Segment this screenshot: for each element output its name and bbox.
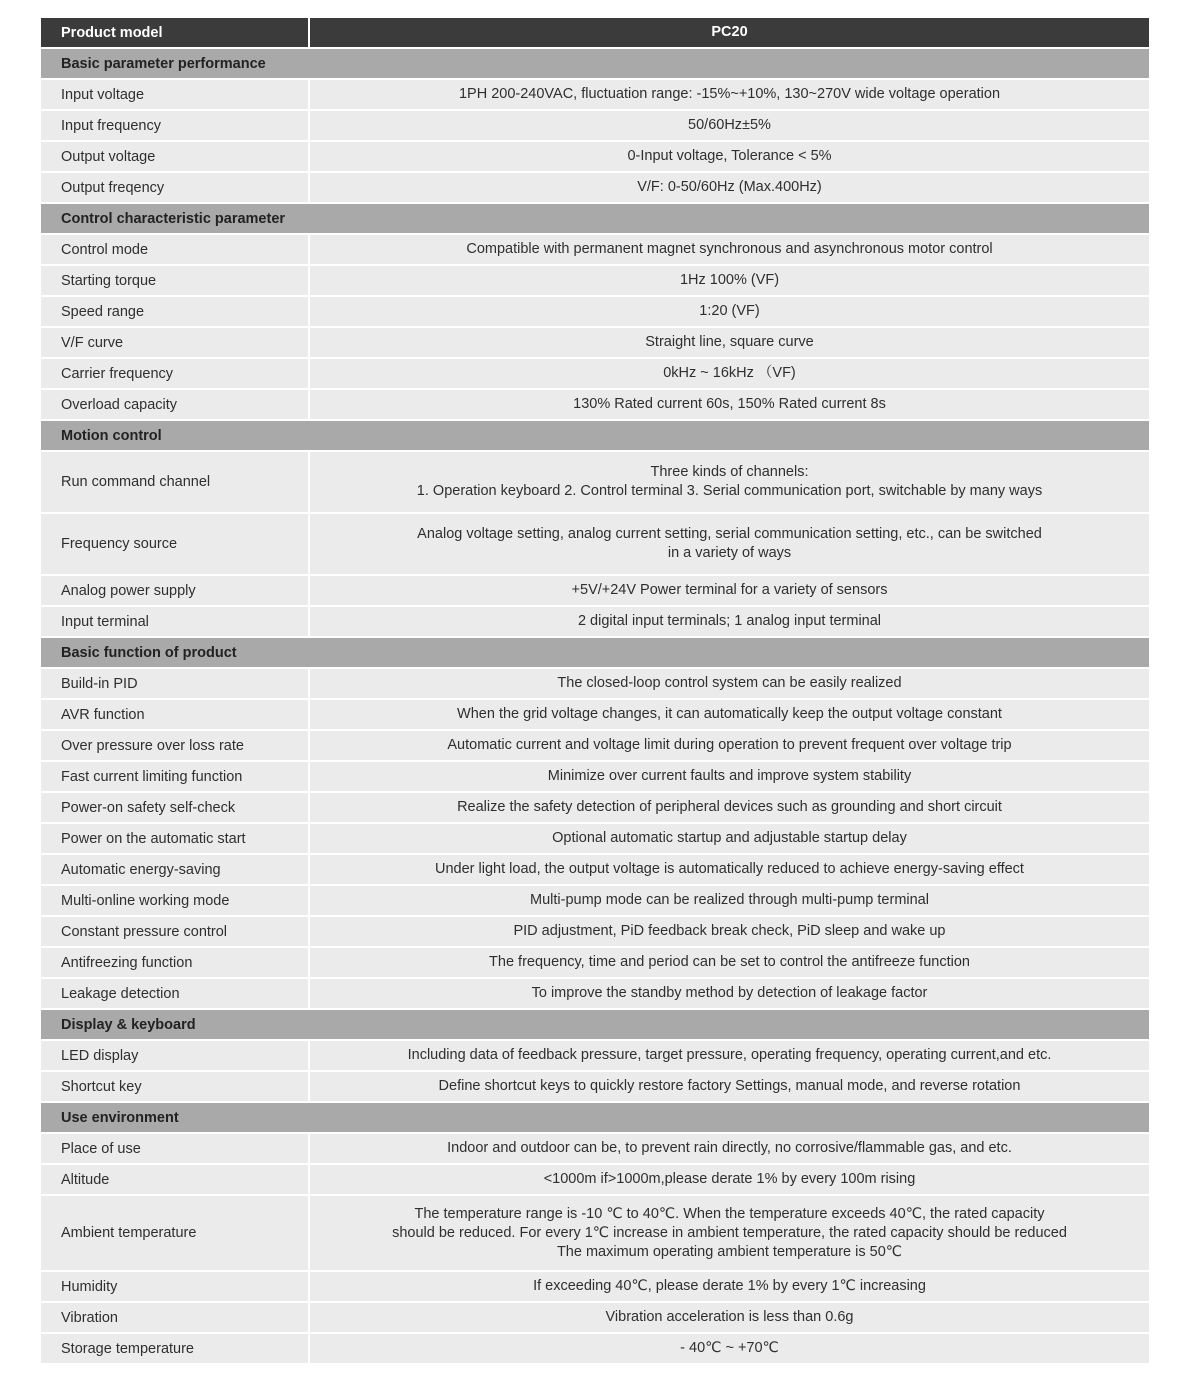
spec-value: Under light load, the output voltage is automatically reduced to achieve energy-saving effect (308, 855, 1149, 884)
spec-value: 2 digital input terminals; 1 analog input terminal (308, 607, 1149, 636)
spec-label: Altitude (61, 1171, 110, 1188)
spec-label: Place of use (61, 1140, 141, 1157)
spec-value: 0-Input voltage, Tolerance < 5% (308, 142, 1149, 171)
spec-value: Indoor and outdoor can be, to prevent rain directly, no corrosive/flammable gas, and etc. (308, 1134, 1149, 1163)
spec-label: Analog power supply (61, 582, 196, 599)
spec-value: Optional automatic startup and adjustable startup delay (308, 824, 1149, 853)
spec-value: Three kinds of channels: 1. Operation keyboard 2. Control terminal 3. Serial communication port, switchable by many ways (308, 452, 1149, 512)
spec-row (41, 1165, 1149, 1196)
spec-row (41, 731, 1149, 762)
spec-label: Build-in PID (61, 675, 138, 692)
spec-row (41, 1303, 1149, 1334)
spec-value: <1000m if>1000m,please derate 1% by every 100m rising (308, 1165, 1149, 1194)
section-title: Basic function of product (61, 644, 237, 661)
spec-row (41, 1334, 1149, 1365)
spec-label: Input frequency (61, 117, 161, 134)
spec-label: Overload capacity (61, 396, 178, 413)
spec-row (41, 235, 1149, 266)
spec-value: Realize the safety detection of peripheral devices such as grounding and short circuit (308, 793, 1149, 822)
spec-label: AVR function (61, 706, 145, 723)
spec-label: Output freqency (61, 179, 165, 196)
spec-label: Carrier frequency (61, 365, 174, 382)
spec-row (41, 452, 1149, 514)
spec-row (41, 142, 1149, 173)
section-header-row (41, 421, 1149, 452)
spec-row (41, 855, 1149, 886)
spec-label: Power-on safety self-check (61, 799, 236, 816)
spec-label: Speed range (61, 303, 145, 320)
section-title: Display & keyboard (61, 1016, 196, 1033)
spec-value: Define shortcut keys to quickly restore factory Settings, manual mode, and reverse rotation (308, 1072, 1149, 1101)
spec-label: Automatic energy-saving (61, 861, 221, 878)
spec-label: Frequency source (61, 536, 178, 552)
section-header-row (41, 638, 1149, 669)
spec-label: Humidity (61, 1278, 118, 1295)
spec-value: Minimize over current faults and improve system stability (308, 762, 1149, 791)
spec-label: Power on the automatic start (61, 830, 246, 847)
spec-value: Straight line, square curve (308, 328, 1149, 357)
spec-value: The temperature range is -10 ℃ to 40℃. When the temperature exceeds 40℃, the rated capacity should be reduced. For every 1℃ increase in ambient temperature, the rated capacity should be reduced The maximum operating ambient temperature is 50℃ (308, 1196, 1149, 1270)
spec-row (41, 979, 1149, 1010)
spec-row (41, 1272, 1149, 1303)
spec-label: Starting torque (61, 272, 157, 289)
spec-row (41, 793, 1149, 824)
spec-value: Multi-pump mode can be realized through multi-pump terminal (308, 886, 1149, 915)
spec-value: The closed-loop control system can be easily realized (308, 669, 1149, 698)
spec-label: Antifreezing function (61, 954, 193, 971)
spec-value: Vibration acceleration is less than 0.6g (308, 1303, 1149, 1332)
spec-label: Leakage detection (61, 985, 180, 1002)
spec-row (41, 886, 1149, 917)
spec-value: - 40℃ ~ +70℃ (308, 1334, 1149, 1363)
spec-row (41, 948, 1149, 979)
spec-row (41, 328, 1149, 359)
spec-row (41, 1196, 1149, 1272)
section-header-row (41, 1103, 1149, 1134)
spec-row (41, 266, 1149, 297)
spec-value: The frequency, time and period can be set to control the antifreeze function (308, 948, 1149, 977)
spec-value: Including data of feedback pressure, target pressure, operating frequency, operating current,and etc. (308, 1041, 1149, 1070)
section-header-row (41, 1010, 1149, 1041)
spec-row (41, 111, 1149, 142)
spec-row (41, 514, 1149, 576)
spec-row (41, 80, 1149, 111)
spec-label: Multi-online working mode (61, 892, 230, 909)
spec-row (41, 1041, 1149, 1072)
spec-label: Vibration (61, 1309, 118, 1326)
spec-label: Ambient temperature (61, 1225, 197, 1241)
section-header-row (41, 49, 1149, 80)
spec-value: When the grid voltage changes, it can automatically keep the output voltage constant (308, 700, 1149, 729)
spec-table (41, 18, 1149, 1365)
spec-label: Input terminal (61, 613, 149, 630)
spec-value: Analog voltage setting, analog current setting, serial communication setting, etc., can be switched in a variety of ways (308, 514, 1149, 574)
spec-value: 130% Rated current 60s, 150% Rated current 8s (308, 390, 1149, 419)
spec-label: Input voltage (61, 86, 145, 103)
spec-label: LED display (61, 1047, 139, 1064)
section-title: Basic parameter performance (61, 55, 266, 72)
spec-row (41, 669, 1149, 700)
spec-value: 50/60Hz±5% (308, 111, 1149, 140)
spec-value: Compatible with permanent magnet synchronous and asynchronous motor control (308, 235, 1149, 264)
spec-row (41, 390, 1149, 421)
spec-value: 0kHz ~ 16kHz （VF) (308, 359, 1149, 388)
section-title: Motion control (61, 427, 162, 444)
spec-row (41, 917, 1149, 948)
spec-row (41, 607, 1149, 638)
spec-value: Automatic current and voltage limit during operation to prevent frequent over voltage trip (308, 731, 1149, 760)
section-header-row (41, 204, 1149, 235)
spec-label: Fast current limiting function (61, 768, 243, 785)
spec-value: +5V/+24V Power terminal for a variety of sensors (308, 576, 1149, 605)
spec-label: Constant pressure control (61, 923, 228, 940)
spec-value: 1:20 (VF) (308, 297, 1149, 326)
spec-label: Output voltage (61, 148, 156, 165)
spec-label: Shortcut key (61, 1078, 142, 1095)
spec-label: Run command channel (61, 474, 211, 490)
spec-label: V/F curve (61, 334, 124, 351)
spec-row (41, 1134, 1149, 1165)
spec-value: 1PH 200-240VAC, fluctuation range: -15%~+10%, 130~270V wide voltage operation (308, 80, 1149, 109)
spec-row (41, 576, 1149, 607)
spec-row (41, 1072, 1149, 1103)
spec-row (41, 762, 1149, 793)
section-title: Use environment (61, 1109, 179, 1126)
header-value: PC20 (308, 18, 1149, 47)
spec-value: V/F: 0-50/60Hz (Max.400Hz) (308, 173, 1149, 202)
spec-label: Over pressure over loss rate (61, 737, 244, 754)
spec-row (41, 700, 1149, 731)
spec-value: If exceeding 40℃, please derate 1% by every 1℃ increasing (308, 1272, 1149, 1301)
spec-row (41, 297, 1149, 328)
spec-value: 1Hz 100% (VF) (308, 266, 1149, 295)
section-title: Control characteristic parameter (61, 210, 286, 227)
spec-row (41, 173, 1149, 204)
spec-row (41, 824, 1149, 855)
spec-value: To improve the standby method by detection of leakage factor (308, 979, 1149, 1008)
spec-value: PID adjustment, PiD feedback break check, PiD sleep and wake up (308, 917, 1149, 946)
spec-label: Control mode (61, 241, 149, 258)
header-label: Product model (61, 24, 163, 41)
spec-row (41, 359, 1149, 390)
table-header-row (41, 18, 1149, 49)
spec-label: Storage temperature (61, 1340, 194, 1357)
